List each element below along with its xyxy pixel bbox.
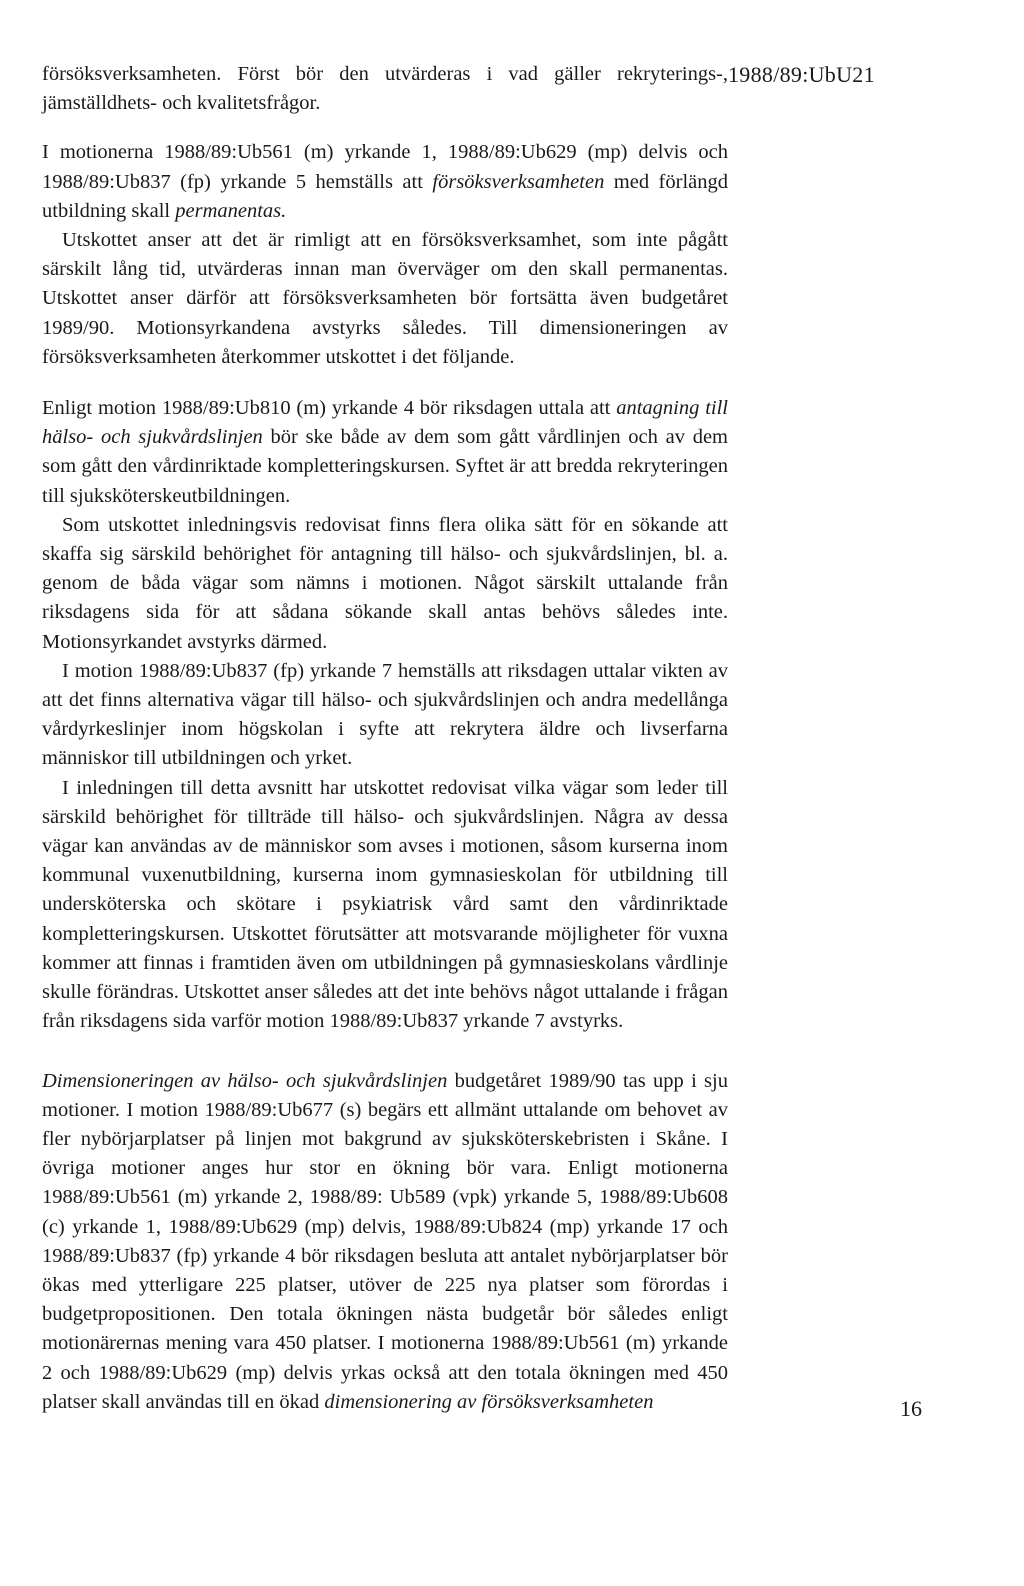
italic-phrase: Dimensioneringen av hälso- och sjukvårdslinjen <box>42 1069 448 1092</box>
paragraph-committee-view-3 <box>42 774 728 1037</box>
text-run: I motionerna 1988/89:Ub561 (m) yrkande 1, 1988/89:Ub629 (mp) delvis och 1988/89:Ub837 (fp) yrkande 5 hemställs att <box>42 141 728 193</box>
paragraph-motion-alternative-paths <box>42 657 728 774</box>
text-run: I motion 1988/89:Ub837 (fp) yrkande 7 hemställs att riksdagen uttalar vikten av att det finns alternativa vägar till hälso- och sjukvårdslinjen och andra medellånga vårdyrkeslinjer inom högskolan i syfte att rekrytera äldre och livserfarna människor till utbildningen och yrket. <box>42 659 728 770</box>
paragraph-committee-view-1 <box>42 226 728 372</box>
text-run: försöksverksamheten. Först bör den utvärderas i vad gäller rekryterings-, jämställdhets- och kvalitetsfrågor. <box>42 63 728 115</box>
paragraph-motion-permanent <box>42 138 728 226</box>
body-text <box>42 60 728 1417</box>
paragraph-motion-admission <box>42 394 728 511</box>
text-run: med förlängd utbildning skall <box>42 170 728 222</box>
text-run: Som utskottet inledningsvis redovisat finns flera olika sätt för en sökande att skaffa sig särskild behörighet för antagning till hälso- och sjukvårdslinjen, bl. a. genom de båda vägar som nämns i motionen. Något särskilt uttalande från riksdagens sida för att sådana sökande skall antas behövs således inte. Motionsyrkandet avstyrks därmed. <box>42 513 728 653</box>
text-run: budgetåret 1989/90 tas upp i sju motioner. I motion 1988/89:Ub677 (s) begärs ett allmänt uttalande om behovet av fler nybörjarplatser på linjen mot bakgrund av sjuksköterskebristen i Skåne. I övriga motioner anges hur stor en ökning bör vara. Enligt motionerna 1988/89:Ub561 (m) yrkande 2, 1988/89: Ub589 (vpk) yrkande 5, 1988/89:Ub608 (c) yrkande 1, 1988/89:Ub629 (mp) delvis, 1988/89:Ub824 (mp) yrkande 17 och 1988/89:Ub837 (fp) yrkande 4 bör riksdagen besluta att antalet nybörjarplatser bör ökas med ytterligare 225 platser, utöver de 225 nya platser som förordas i budgetpropositionen. Den totala ökningen nästa budgetår bör således enligt motionärernas mening vara 450 platser. I motionerna 1988/89:Ub561 (m) yrkande 2 och 1988/89:Ub629 (mp) delvis yrkas också att den totala ökningen med 450 platser skall användas till en ökad <box>42 1069 728 1413</box>
text-run: Enligt motion 1988/89:Ub810 (m) yrkande 4 bör riksdagen uttala att <box>42 397 617 420</box>
text-run: bör ske både av dem som gått vårdlinjen och av dem som gått den vårdinriktade kompletteringskursen. Syftet är att bredda rekryteringen till sjuksköterskeutbildningen. <box>42 426 728 507</box>
document-reference: 1988/89:UbU21 <box>728 62 875 87</box>
paragraph-dimensioning <box>42 1067 728 1417</box>
italic-phrase: försöksverksamheten <box>432 170 605 193</box>
text-run: Utskottet anser att det är rimligt att en försöksverksamhet, som inte pågått särskilt lång tid, utvärderas innan man överväger om den skall permanentas. Utskottet anser därför att försöksverksamheten bör fortsätta även budgetåret 1989/90. Motionsyrkandena avstyrks således. Till dimensioneringen av försöksverksamheten återkommer utskottet i det följande. <box>42 229 728 368</box>
page-number: 16 <box>900 1396 922 1421</box>
paragraph-committee-view-2 <box>42 511 728 657</box>
italic-phrase: antagning till hälso- och sjukvårdslinjen <box>42 397 728 449</box>
italic-phrase: dimensionering av försöksverksamheten <box>324 1390 654 1413</box>
italic-phrase: permanentas. <box>175 199 287 222</box>
text-run: I inledningen till detta avsnitt har utskottet redovisat vilka vägar som leder till särskild behörighet för tillträde till hälso- och sjukvårdslinjen. Några av dessa vägar kan användas av de människor som avses i motionen, såsom kurserna inom kommunal vuxenutbildning, kurserna inom gymnasieskolan för utbildning till undersköterska och skötare i psykiatrisk vård samt den vårdinriktade kompletteringskursen. Utskottet förutsätter att motsvarande möjligheter för vuxna kommer att finnas i framtiden även om utbildningen på gymnasieskolans vårdlinje skulle förändras. Utskottet anser således att det inte behövs något uttalande i frågan från riksdagens sida varför motion 1988/89:Ub837 yrkande 7 avstyrks. <box>42 776 728 1033</box>
paragraph-intro <box>42 60 728 118</box>
